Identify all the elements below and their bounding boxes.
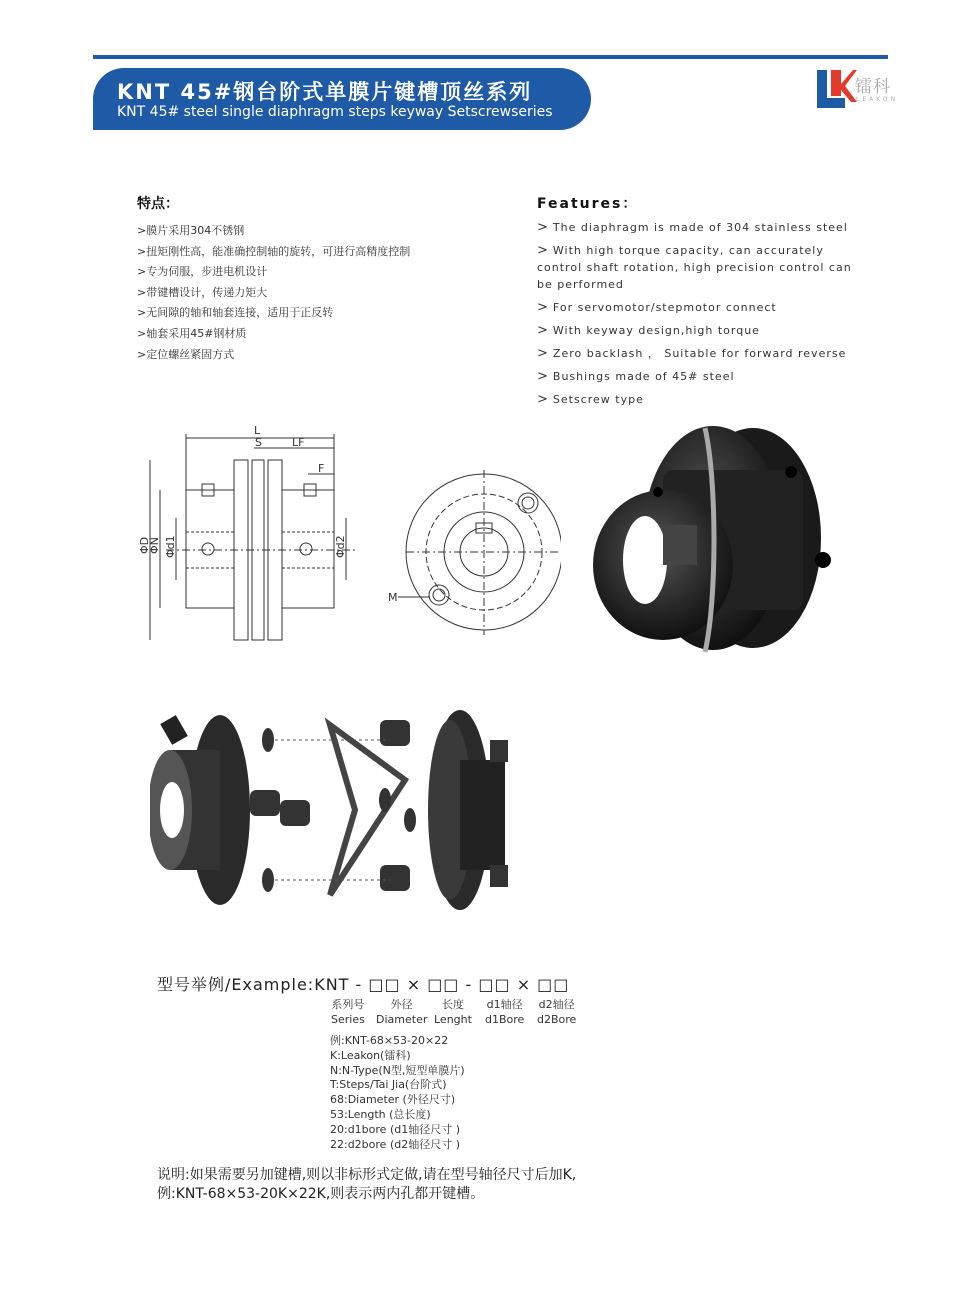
code-col-d2: d2轴径 d2Bore (537, 998, 577, 1026)
feature-cn-item: >带键槽设计，传递力矩大 (137, 285, 268, 299)
feature-en-item: > Zero backlash ， Suitable for forward reverse (537, 346, 847, 361)
dim-F: F (318, 462, 325, 475)
features-cn-heading: 特点： (137, 196, 179, 212)
product-photo (593, 420, 855, 655)
code-col-d1: d1轴径 d1Bore (485, 998, 525, 1026)
features-cn (137, 193, 487, 365)
side-view-drawing (136, 422, 376, 652)
example-line: 22:d2bore (d2轴径尺寸 ) (330, 1137, 461, 1151)
example-line: N:N-Type(N型,短型单膜片) (330, 1063, 465, 1077)
code-col-length: 长度 Lenght (434, 998, 472, 1026)
feature-en-item: > With keyway design,high torque (537, 323, 760, 338)
header-rule (93, 55, 888, 59)
title-banner (93, 68, 591, 130)
arrow-icon: > (537, 392, 549, 407)
feature-cn-item: >扭矩刚性高，能准确控制轴的旋转，可进行高精度控制 (137, 244, 411, 258)
example-line: K:Leakon(镭科) (330, 1048, 411, 1062)
arrow-icon: > (537, 323, 549, 338)
example-line: 68:Diameter (外径尺寸) (330, 1093, 456, 1107)
features-en-heading: Features： (537, 196, 639, 212)
exploded-view (150, 700, 530, 922)
feature-en-item: > Bushings made of 45# steel (537, 369, 735, 384)
dim-D: ΦD (138, 536, 151, 554)
features-en (537, 193, 867, 414)
example-line: 53:Length (总长度) (330, 1107, 431, 1121)
feature-en-item: > The diaphragm is made of 304 stainless steel (537, 220, 848, 235)
arrow-icon: > (537, 369, 549, 384)
dim-LF: LF (292, 436, 305, 449)
arrow-icon: > (537, 220, 549, 235)
feature-en-item: > Setscrew type (537, 392, 644, 407)
arrow-icon: > (537, 300, 549, 315)
feature-en-item: > For servomotor/stepmotor connect (537, 300, 777, 315)
dim-d2: Φd2 (334, 535, 347, 558)
example-code: 型号举例/Example:KNT - □□ × □□ - □□ × □□ (157, 975, 570, 994)
code-col-series: 系列号 Series (331, 998, 365, 1026)
feature-en-item: > With high torque capacity, can accurately control shaft rotation, high precision control can be performed (537, 243, 852, 291)
example-line: T:Steps/Tai Jia(台阶式) (330, 1078, 447, 1092)
logo-text-cn: 镭科 (855, 77, 891, 97)
dim-L: L (254, 424, 261, 437)
feature-cn-item: >膜片采用304不锈钢 (137, 224, 245, 237)
feature-cn-item: >专为伺服，步进电机设计 (137, 265, 268, 279)
dim-S: S (255, 436, 262, 449)
note-line: 例:KNT-68×53-20K×22K,则表示两内孔都开键槽。 (157, 1186, 485, 1202)
page-title: KNT 45#钢台阶式单膜片键槽顶丝系列 (117, 80, 533, 104)
note (157, 1166, 576, 1204)
end-view-drawing (386, 465, 561, 640)
arrow-icon: > (537, 243, 549, 258)
page-subtitle: KNT 45# steel single diaphragm steps keyway Setscrewseries (117, 104, 553, 120)
code-col-diameter: 外径 Diameter (376, 998, 428, 1026)
example-details (330, 1034, 465, 1152)
note-line: 说明:如果需要另加键槽,则以非标形式定做,请在型号轴径尺寸后加K, (157, 1167, 577, 1183)
dim-M: M (388, 591, 398, 604)
dim-N: ΦN (148, 537, 161, 554)
feature-cn-item: >轴套采用45#钢材质 (137, 326, 247, 340)
example-line: 20:d1bore (d1轴径尺寸 ) (330, 1122, 461, 1136)
example-line: 例:KNT-68×53-20×22 (330, 1034, 449, 1047)
logo-text-en: LEAKON (856, 96, 899, 103)
dim-d1: Φd1 (164, 535, 177, 558)
feature-cn-item: >无间隙的轴和轴套连接，适用于正反转 (137, 306, 334, 320)
arrow-icon: > (537, 346, 549, 361)
feature-cn-item: >定位螺丝紧固方式 (137, 347, 235, 361)
